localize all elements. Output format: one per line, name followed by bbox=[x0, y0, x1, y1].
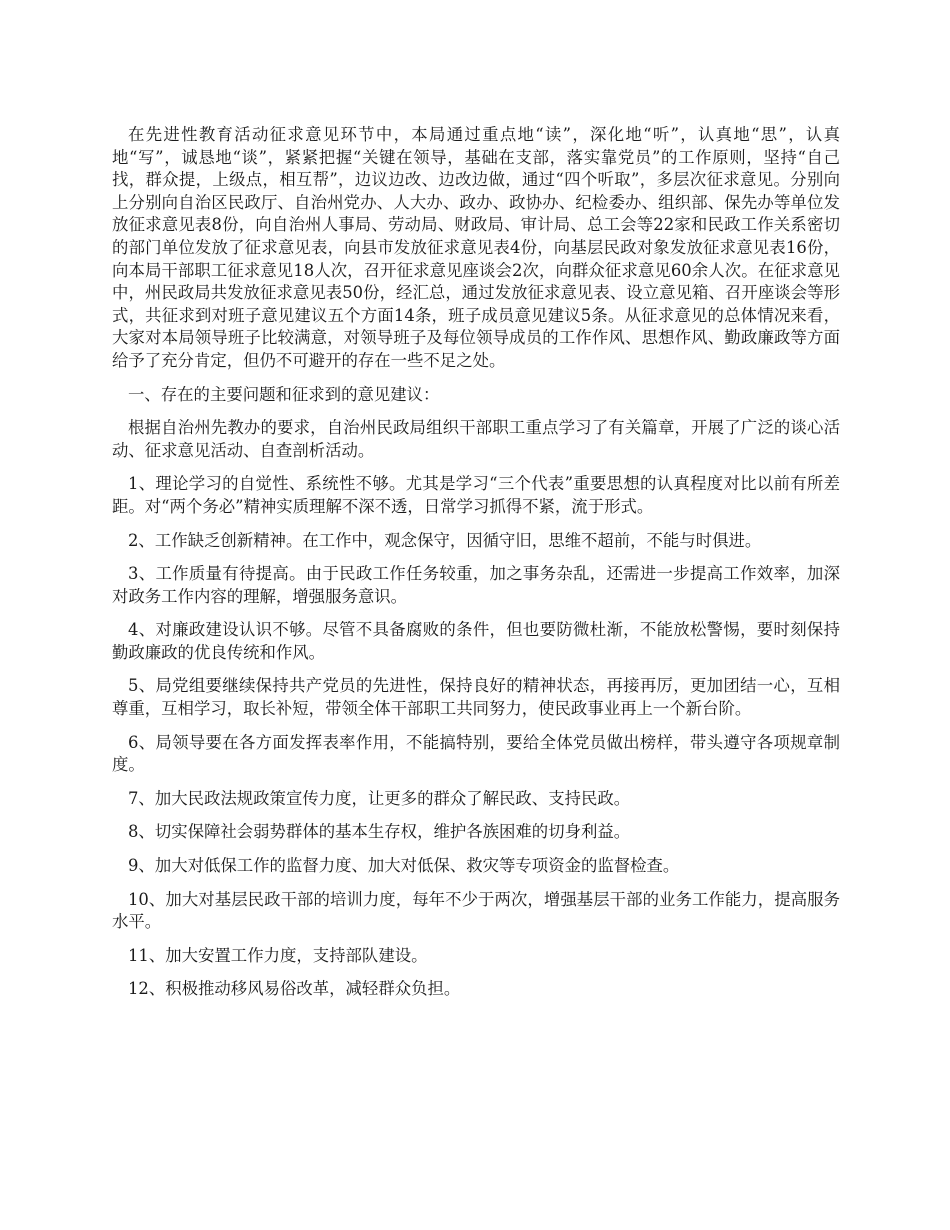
list-item-6: 6、局领导要在各方面发挥表率作用，不能搞特别，要给全体党员做出榜样，带头遵守各项规章制度。 bbox=[112, 732, 840, 775]
list-item-1: 1、理论学习的自觉性、系统性不够。尤其是学习“三个代表”重要思想的认真程度对比以前有所差距。对“两个务必”精神实质理解不深不透，日常学习抓得不紧，流于形式。 bbox=[112, 474, 840, 516]
list-item-9: 9、加大对低保工作的监督力度、加大对低保、救灾等专项资金的监督检查。 bbox=[128, 856, 680, 876]
list-item-2: 2、工作缺乏创新精神。在工作中，观念保守，因循守旧，思维不超前，不能与时俱进。 bbox=[128, 530, 762, 550]
list-item-12: 12、积极推动移风易俗改革，减轻群众负担。 bbox=[128, 979, 461, 999]
list-item-5: 5、局党组要继续保持共产党员的先进性，保持良好的精神状态，再接再厉，更加团结一心，互相尊重，互相学习，取长补短，带领全体干部职工共同努力，使民政事业再上一个新台阶。 bbox=[112, 676, 840, 719]
list-item-3: 3、工作质量有待提高。由于民政工作任务较重，加之事务杂乱，还需进一步提高工作效率，加深对政务工作内容的理解，增强服务意识。 bbox=[112, 564, 840, 606]
context-paragraph: 根据自治州先教办的要求，自治州民政局组织干部职工重点学习了有关篇章，开展了广泛的谈心活动、征求意见活动、自查剖析活动。 bbox=[112, 418, 840, 460]
list-item-8: 8、切实保障社会弱势群体的基本生存权，维护各族困难的切身利益。 bbox=[128, 822, 631, 842]
list-item-4: 4、对廉政建设认识不够。尽管不具备腐败的条件，但也要防微杜渐，不能放松警惕，要时刻保持勤政廉政的优良传统和作风。 bbox=[112, 620, 840, 662]
list-item-11: 11、加大安置工作力度，支持部队建设。 bbox=[128, 945, 428, 965]
document-page bbox=[112, 124, 840, 1012]
intro-paragraph: 在先进性教育活动征求意见环节中，本局通过重点地“读”，深化地“听”，认真地“思”，认真地“写”，诚恳地“谈”，紧紧把握“关键在领导，基础在支部，落实靠党员”的工作原则，坚持“自己找，群众提，上级点，相互帮”，边议边改、边改边做，通过“四个听取”，多层次征求意见。分别向上分别向自治区民政厅、自治州党办、人大办、政办、政协办、纪检委办、组织部、保先办等单位发放征求意见表8份，向自治州人事局、劳动局、财政局、审计局、总工会等22家和民政工作关系密切的部门单位发放了征求意见表，向县市发放征求意见表4份，向基层民政对象发放征求意见表16份，向本局干部职工征求意见18人次，召开征求意见座谈会2次，向群众征求意见60余人次。在征求意见中，州民政局共发放征求意见表50份，经汇总，通过发放征求意见表、设立意见箱、召开座谈会等形式，共征求到对班子意见建议五个方面14条，班子成员意见建议5条。从征求意见的总体情况来看，大家对本局领导班子比较满意，对领导班子及每位领导成员的工作作风、思想作风、勤政廉政等方面给予了充分肯定，但仍不可避开的存在一些不足之处。 bbox=[112, 125, 840, 370]
list-item-10: 10、加大对基层民政干部的培训力度，每年不少于两次，增强基层干部的业务工作能力，提高服务水平。 bbox=[112, 889, 840, 932]
list-item-7: 7、加大民政法规政策宣传力度，让更多的群众了解民政、支持民政。 bbox=[128, 788, 631, 808]
section-heading: 一、存在的主要问题和征求到的意见建议： bbox=[128, 384, 440, 404]
